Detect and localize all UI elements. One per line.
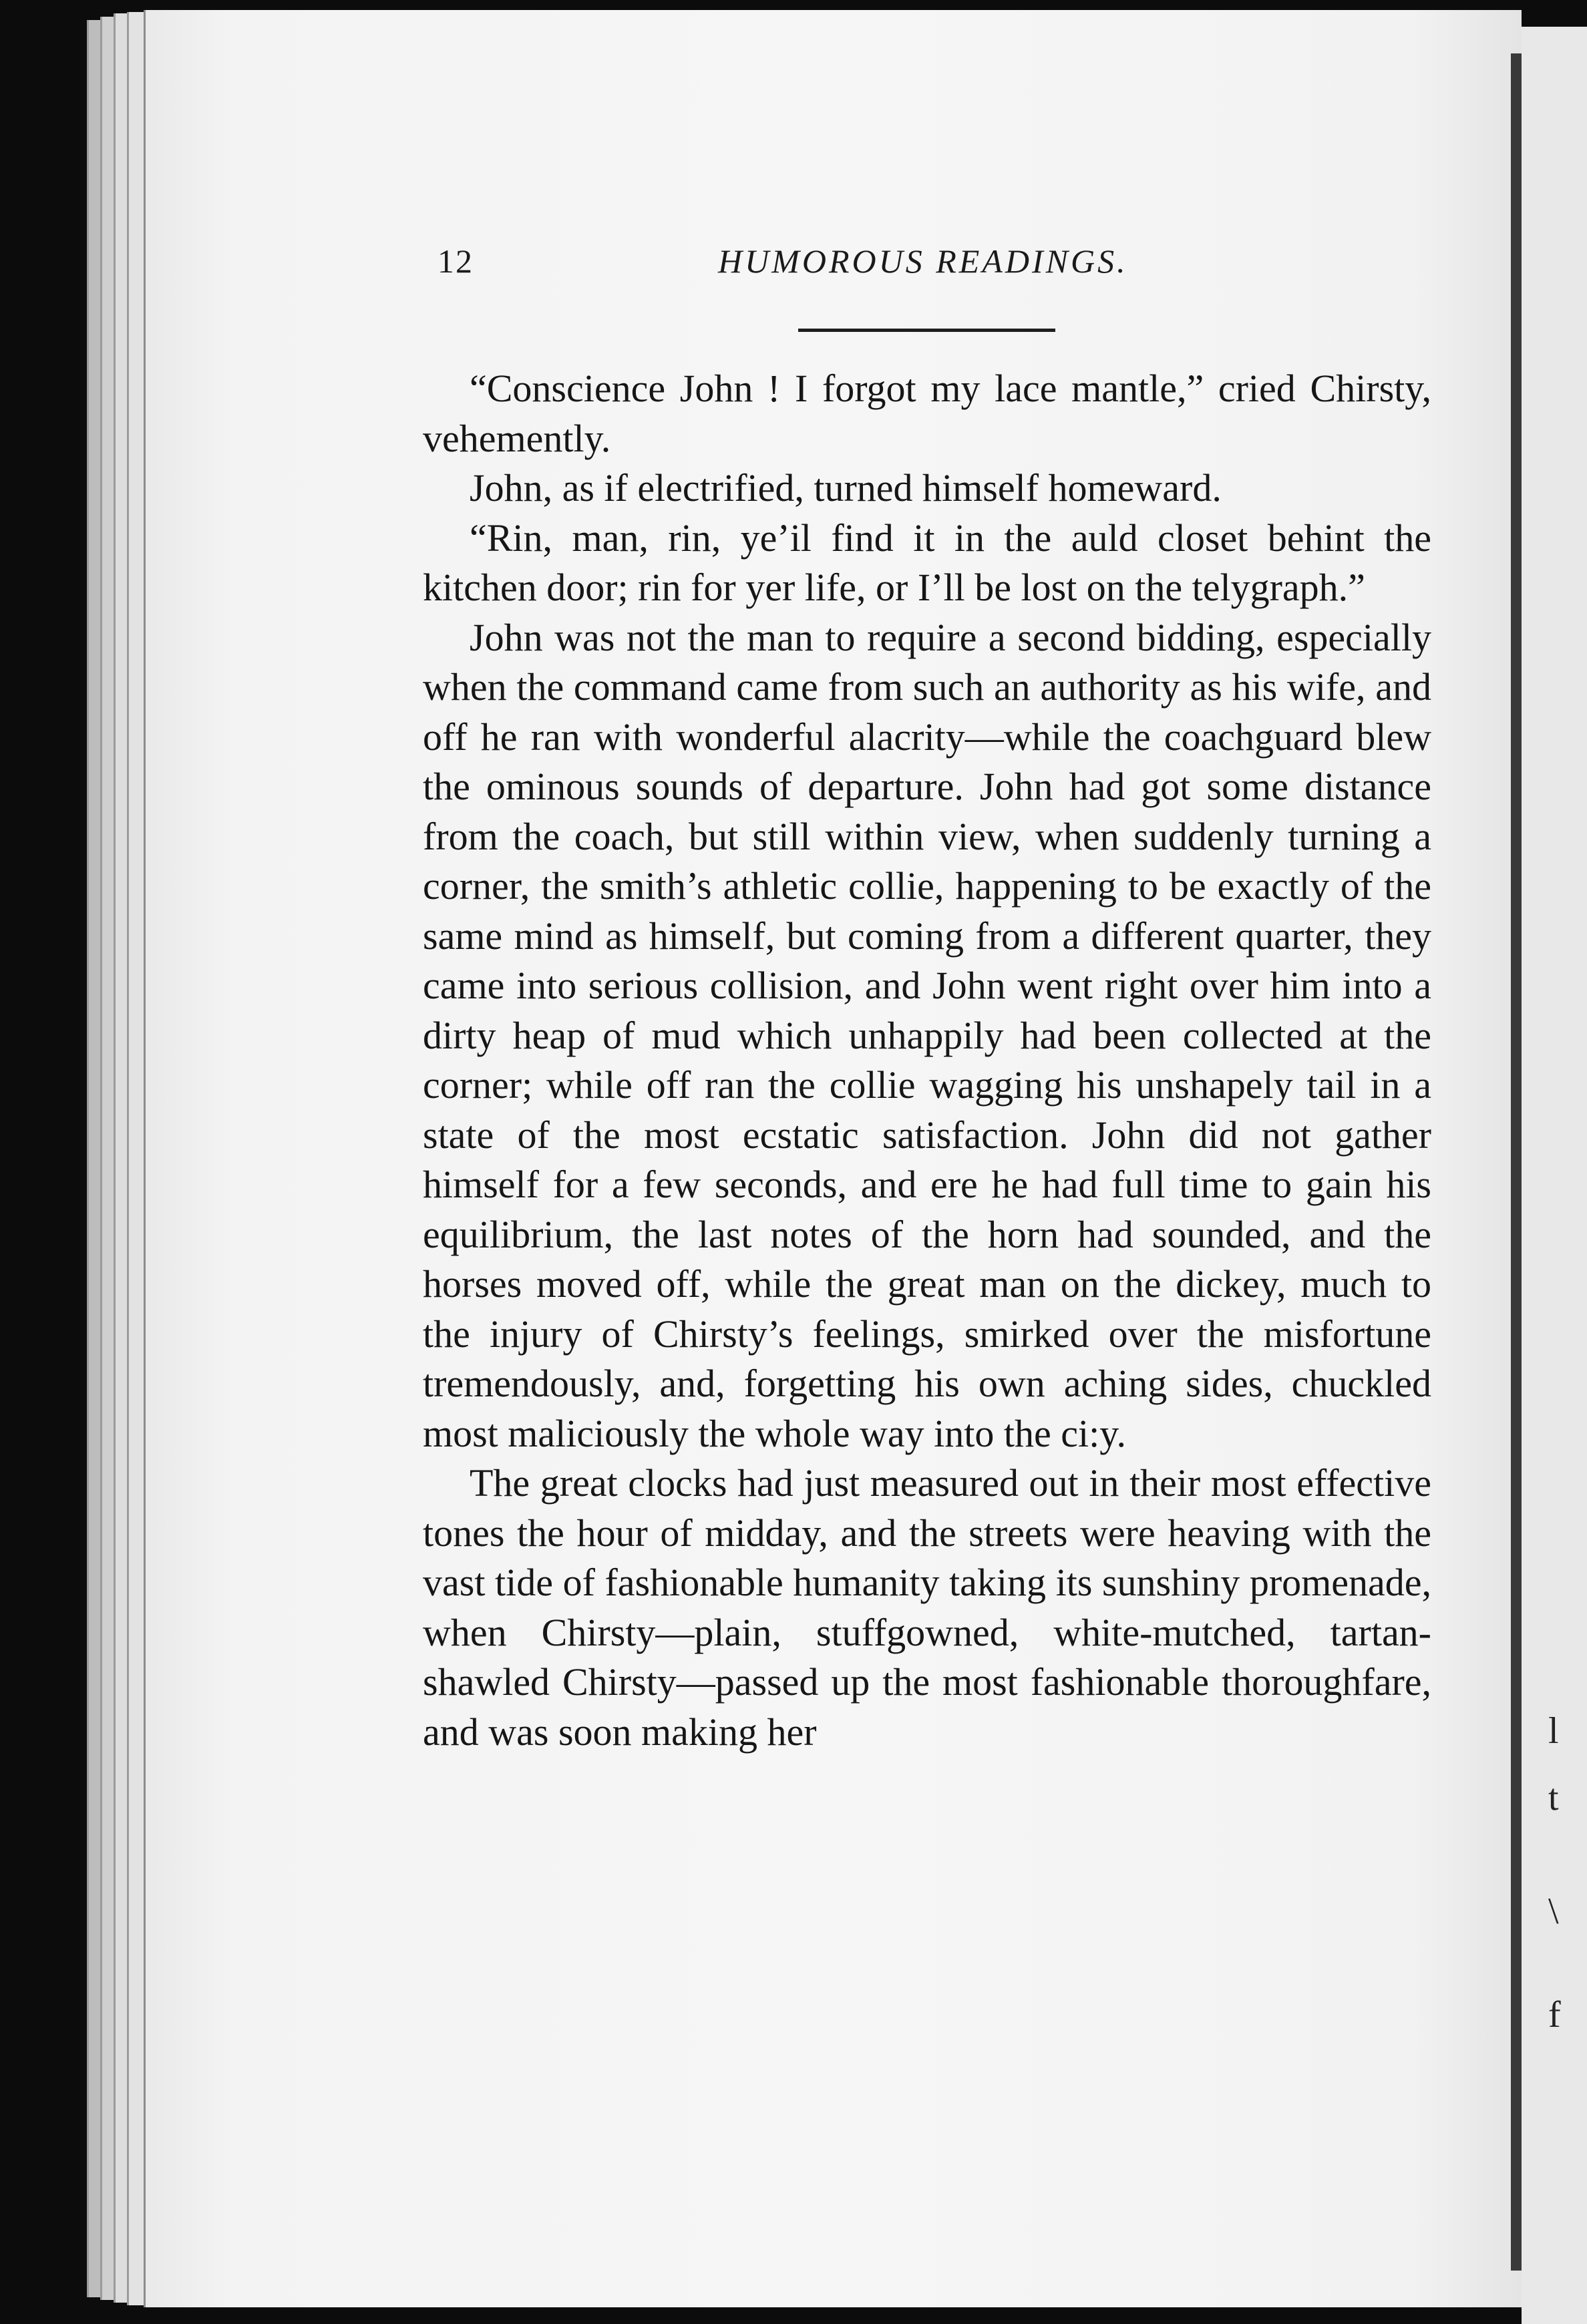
page-header bbox=[437, 242, 1186, 288]
paragraph: “Rin, man, rin, ye’il find it in the auld closet behint the kitchen door; rin for yer life, or I’ll be lost on the telygraph.” bbox=[423, 516, 1431, 609]
facing-page-char: f bbox=[1548, 1994, 1561, 2036]
paragraph: “Conscience John ! I forgot my lace mantle,” cried Chirsty, vehemently. bbox=[423, 367, 1431, 460]
body-text bbox=[423, 364, 1431, 1757]
paragraph: John was not the man to require a second bidding, especially when the command came from such an authority as his wife, and off he ran with wonderful alacrity—while the coachguard blew the ominous sounds of departure. John had got some distance from the coach, but still within view, when suddenly turning a corner, the smith’s athletic collie, happening to be exactly of the same mind as himself, but coming from a different quarter, they came into serious collision, and John went right over him into a dirty heap of mud which unhappily had been collected at the corner; while off ran the collie wagging his unshapely tail in a state of the most ecstatic satisfaction. John did not gather himself for a few seconds, and ere he had full time to gain his equilibrium, the last notes of the horn had sounded, and the horses moved off, while the great man on the dickey, much to the injury of Chirsty’s feelings, smirked over the misfortune tremendously, and, forgetting his own aching sides, chuckled most maliciously the whole way into the ci:y. bbox=[423, 615, 1431, 1455]
page-number: 12 bbox=[437, 242, 474, 280]
facing-page-char: l bbox=[1548, 1710, 1559, 1752]
header-rule bbox=[798, 329, 1055, 332]
facing-page-edge bbox=[1522, 27, 1587, 2324]
binding-gutter bbox=[1511, 53, 1522, 2271]
running-head: HUMOROUS READINGS. bbox=[718, 242, 1128, 280]
facing-page-char: t bbox=[1548, 1777, 1559, 1818]
paragraph: The great clocks had just measured out in their most effective tones the hour of midday, and the streets were heaving with the vast tide of fashionable humanity taking its sunshiny promenade, when Chirsty—plain, stuffgowned, white-mutched, tartan-shawled Chirsty—passed up the most fashionable thoroughfare, and was soon making her bbox=[423, 1461, 1431, 1754]
facing-page-char: \ bbox=[1548, 1891, 1559, 1932]
paragraph: John, as if electrified, turned himself homeward. bbox=[470, 466, 1222, 510]
